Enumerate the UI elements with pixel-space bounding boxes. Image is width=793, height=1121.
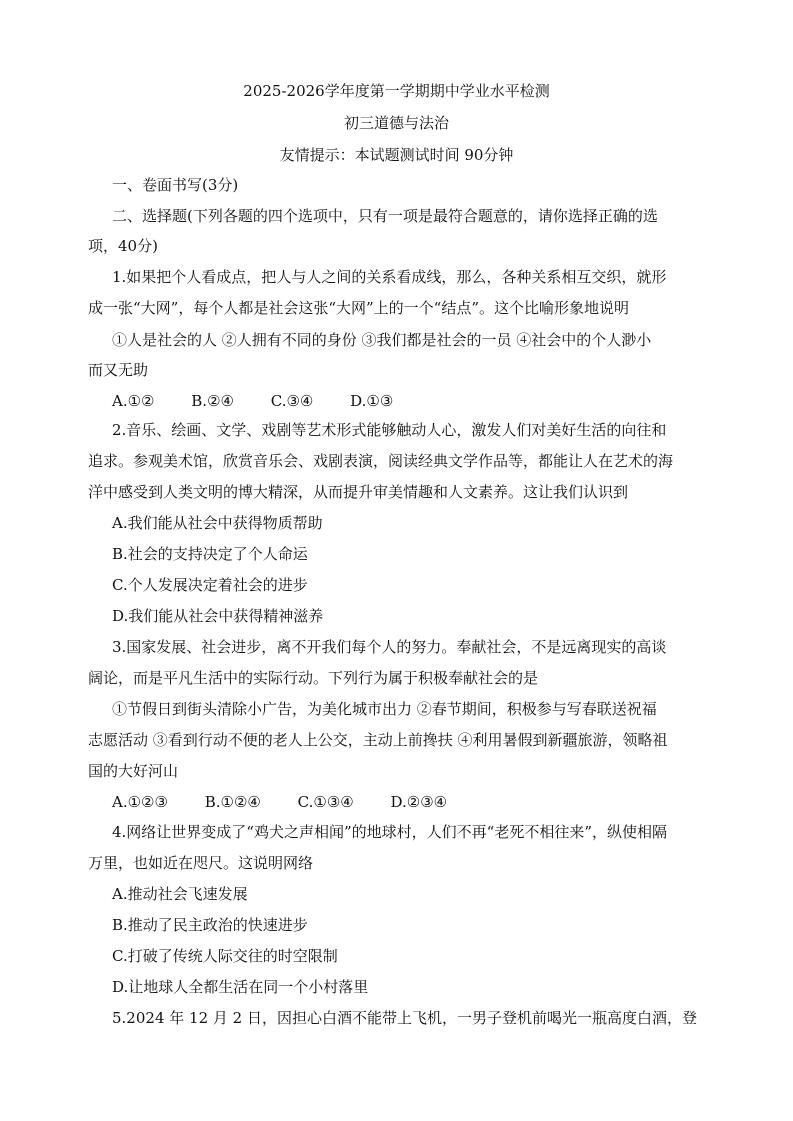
- q4-option-d[interactable]: D.让地球人全都生活在同一个小村落里: [112, 978, 369, 996]
- q4-option-c[interactable]: C.打破了传统人际交往的时空限制: [112, 947, 338, 965]
- section-2-heading-cont: 项，40分): [88, 237, 158, 255]
- q3-option-b[interactable]: B.①②④: [204, 793, 261, 811]
- exam-subject: 初三道德与法治: [343, 114, 449, 132]
- q1-option-d[interactable]: D.①③: [350, 392, 394, 410]
- q3-option-a[interactable]: A.①②③: [112, 793, 168, 811]
- q4-option-b[interactable]: B.推动了民主政治的快速进步: [112, 916, 308, 934]
- question-4-text-cont: 万里，也如近在咫尺。这说明网络: [88, 854, 314, 872]
- question-1-statements: ①人是社会的人 ②人拥有不同的身份 ③我们都是社会的一员 ④社会中的个人渺小: [112, 331, 652, 349]
- q3-option-c[interactable]: C.①③④: [297, 793, 354, 811]
- question-1-text-cont: 成一张“大网”，每个人都是社会这张“大网”上的一个“结点”。这个比喻形象地说明: [88, 299, 630, 317]
- question-3-text-cont: 阔论，而是平凡生活中的实际行动。下列行为属于积极奉献社会的是: [88, 669, 539, 687]
- q2-option-d[interactable]: D.我们能从社会中获得精神滋养: [112, 607, 324, 625]
- q2-option-b[interactable]: B.社会的支持决定了个人命运: [112, 545, 308, 563]
- q1-option-b[interactable]: B.②④: [191, 392, 234, 410]
- question-3-statements: ①节假日到街头清除小广告，为美化城市出力 ②春节期间，积极参与写春联送祝福: [112, 700, 657, 718]
- question-2-text-cont-2: 洋中感受到人类文明的博大精深，从而提升审美情趣和人文素养。这让我们认识到: [88, 483, 629, 501]
- q2-option-c[interactable]: C.个人发展决定着社会的进步: [112, 576, 308, 594]
- exam-tip: 友情提示：本试题测试时间 90分钟: [279, 146, 514, 164]
- question-3-statements-cont-1: 志愿活动 ③看到行动不便的老人上公交，主动上前搀扶 ④利用暑假到新疆旅游，领略祖: [88, 731, 668, 749]
- question-4-text: 4.网络让世界变成了“鸡犬之声相闻”的地球村，人们不再“老死不相往来”，纵使相隔: [112, 823, 667, 841]
- question-1-text: 1.如果把个人看成点，把人与人之间的关系看成线，那么，各种关系相互交织，就形: [112, 268, 667, 286]
- question-1-statements-cont: 而又无助: [88, 361, 149, 379]
- exam-title: 2025-2026学年度第一学期期中学业水平检测: [243, 82, 550, 100]
- q3-option-d[interactable]: D.②③④: [390, 793, 448, 811]
- q2-option-a[interactable]: A.我们能从社会中获得物质帮助: [112, 514, 323, 532]
- question-3-statements-cont-2: 国的大好河山: [88, 762, 179, 780]
- question-3-text: 3.国家发展、社会进步，离不开我们每个人的努力。奉献社会，不是远离现实的高谈: [112, 638, 667, 656]
- question-2-text-cont-1: 追求。参观美术馆，欣赏音乐会、戏剧表演，阅读经典文学作品等，都能让人在艺术的海: [88, 452, 674, 470]
- q1-option-c[interactable]: C.③④: [270, 392, 314, 410]
- section-1-heading: 一、卷面书写(3分): [112, 176, 239, 194]
- section-2-heading: 二、选择题(下列各题的四个选项中，只有一项是最符合题意的，请你选择正确的选: [112, 207, 658, 225]
- q1-option-a[interactable]: A.①②: [112, 392, 155, 410]
- question-3-options: [112, 792, 793, 812]
- q4-option-a[interactable]: A.推动社会飞速发展: [112, 885, 248, 903]
- question-1-options: [112, 391, 793, 411]
- question-2-text: 2.音乐、绘画、文学、戏剧等艺术形式能够触动人心，激发人们对美好生活的向往和: [112, 421, 667, 439]
- question-5-text: 5.2024 年 12 月 2 日，因担心白酒不能带上飞机，一男子登机前喝光一瓶高度白酒，登: [112, 1009, 697, 1027]
